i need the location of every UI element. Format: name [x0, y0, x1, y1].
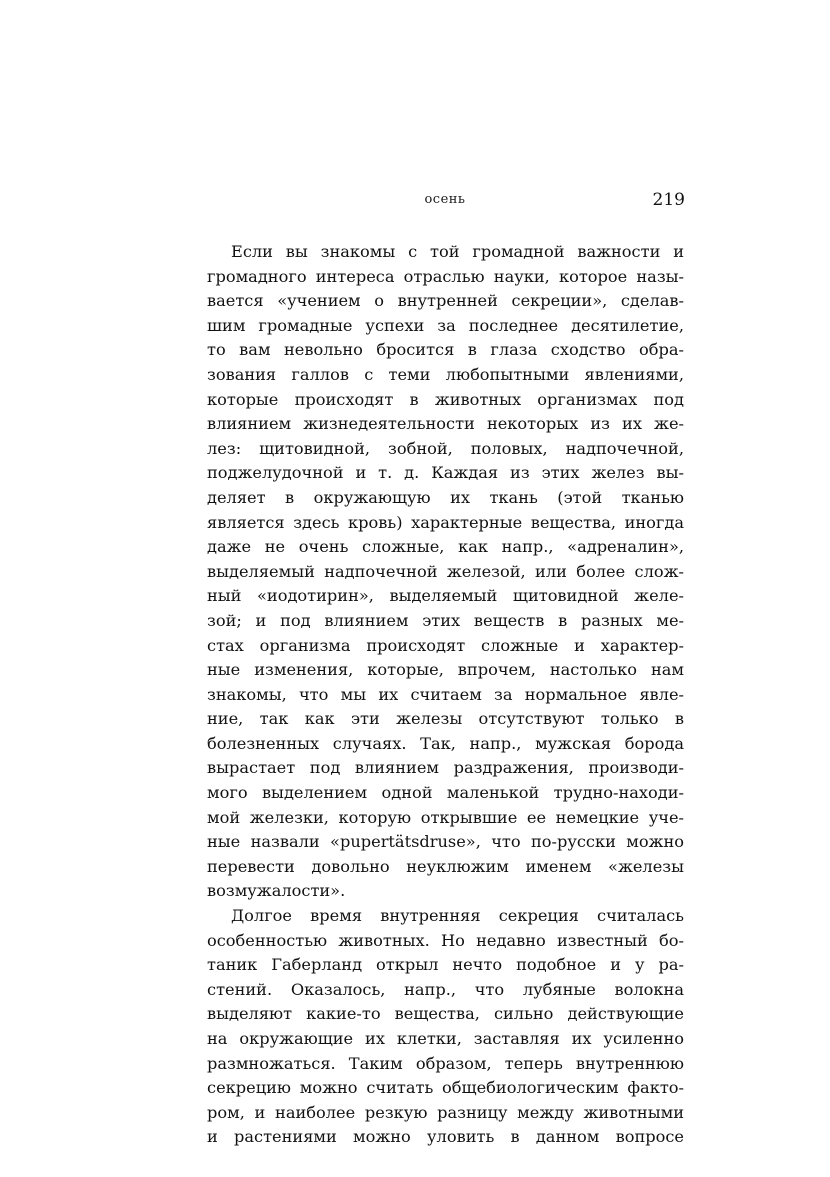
text-line: ром, и наиболее резкую разницу между животными	[207, 1102, 684, 1122]
text-line: размножаться. Таким образом, теперь внутреннюю	[207, 1053, 684, 1073]
text-line: и растениями можно уловить в данном вопросе	[207, 1127, 684, 1147]
text-line: зования галлов с теми любопытными явлениями,	[207, 364, 684, 384]
text-line: вается «учением о внутренней секреции», сделав-	[207, 291, 684, 311]
text-line: стах организма происходят сложные и характер-	[207, 635, 684, 655]
text-line: которые происходят в животных организмах под	[207, 389, 684, 409]
text-line: лез: щитовидной, зобной, половых, надпочечной,	[207, 438, 684, 458]
paragraph-1	[207, 240, 684, 904]
body-text	[207, 240, 684, 1150]
text-line: выделяют какие-то вещества, сильно действующие	[207, 1004, 684, 1024]
text-line: мого выделением одной маленькой трудно-находи-	[207, 783, 684, 803]
text-line: деляет в окружающую их ткань (этой тканью	[207, 487, 684, 507]
text-line: на окружающие их клетки, заставляя их усиленно	[207, 1029, 684, 1048]
text-line: вырастает под влиянием раздражения, производи-	[207, 758, 684, 778]
text-line: Долгое время внутренняя секреция считалась	[231, 906, 684, 926]
text-line: таник Габерланд открыл нечто подобное и у ра-	[207, 955, 684, 975]
text-line: мой железки, которую открывшие ее немецкие уче-	[207, 807, 684, 827]
running-title: осень	[424, 192, 466, 207]
text-line: выделяемый надпочечной железой, или более слож-	[207, 561, 684, 581]
text-line: влиянием жизнедеятельности некоторых из их же-	[207, 414, 684, 434]
text-line: стений. Оказалось, напр., что лубяные волокна	[207, 979, 684, 999]
text-line: ный «иодотирин», выделяемый щитовидной желе-	[207, 586, 684, 606]
page-number: 219	[652, 190, 685, 210]
text-line: является здесь кровь) характерные вещества, иногда	[207, 512, 684, 532]
text-line: громадного интереса отраслью науки, которое назы-	[207, 266, 684, 286]
text-line: то вам невольно бросится в глаза сходство обра-	[207, 340, 684, 360]
text-line: возмужалости».	[207, 881, 346, 901]
text-line: поджелудочной и т. д. Каждая из этих желез вы-	[207, 463, 684, 483]
text-line: болезненных случаях. Так, напр., мужская борода	[207, 733, 684, 753]
text-line: знакомы, что мы их считаем за нормальное явле-	[207, 684, 684, 704]
paragraph-2	[207, 904, 684, 1150]
text-line: Если вы знакомы с той громадной важности и	[231, 242, 684, 261]
text-line: ние, так как эти железы отсутствуют только в	[207, 709, 684, 729]
running-head	[205, 190, 685, 214]
text-line: перевести довольно неуклюжим именем «железы	[207, 856, 684, 876]
text-line: зой; и под влиянием этих веществ в разных ме-	[207, 610, 684, 630]
text-line: особенностью животных. Но недавно известный бо-	[207, 930, 684, 950]
text-line: ные назвали «pupertätsdruse», что по-русски можно	[207, 832, 684, 852]
text-line: шим громадные успехи за последнее десятилетие,	[207, 315, 684, 335]
text-line: секрецию можно считать общебиологическим факто-	[207, 1078, 684, 1098]
text-line: ные изменения, которые, впрочем, настолько нам	[207, 660, 684, 680]
text-line: даже не очень сложные, как напр., «адреналин»,	[207, 537, 684, 557]
